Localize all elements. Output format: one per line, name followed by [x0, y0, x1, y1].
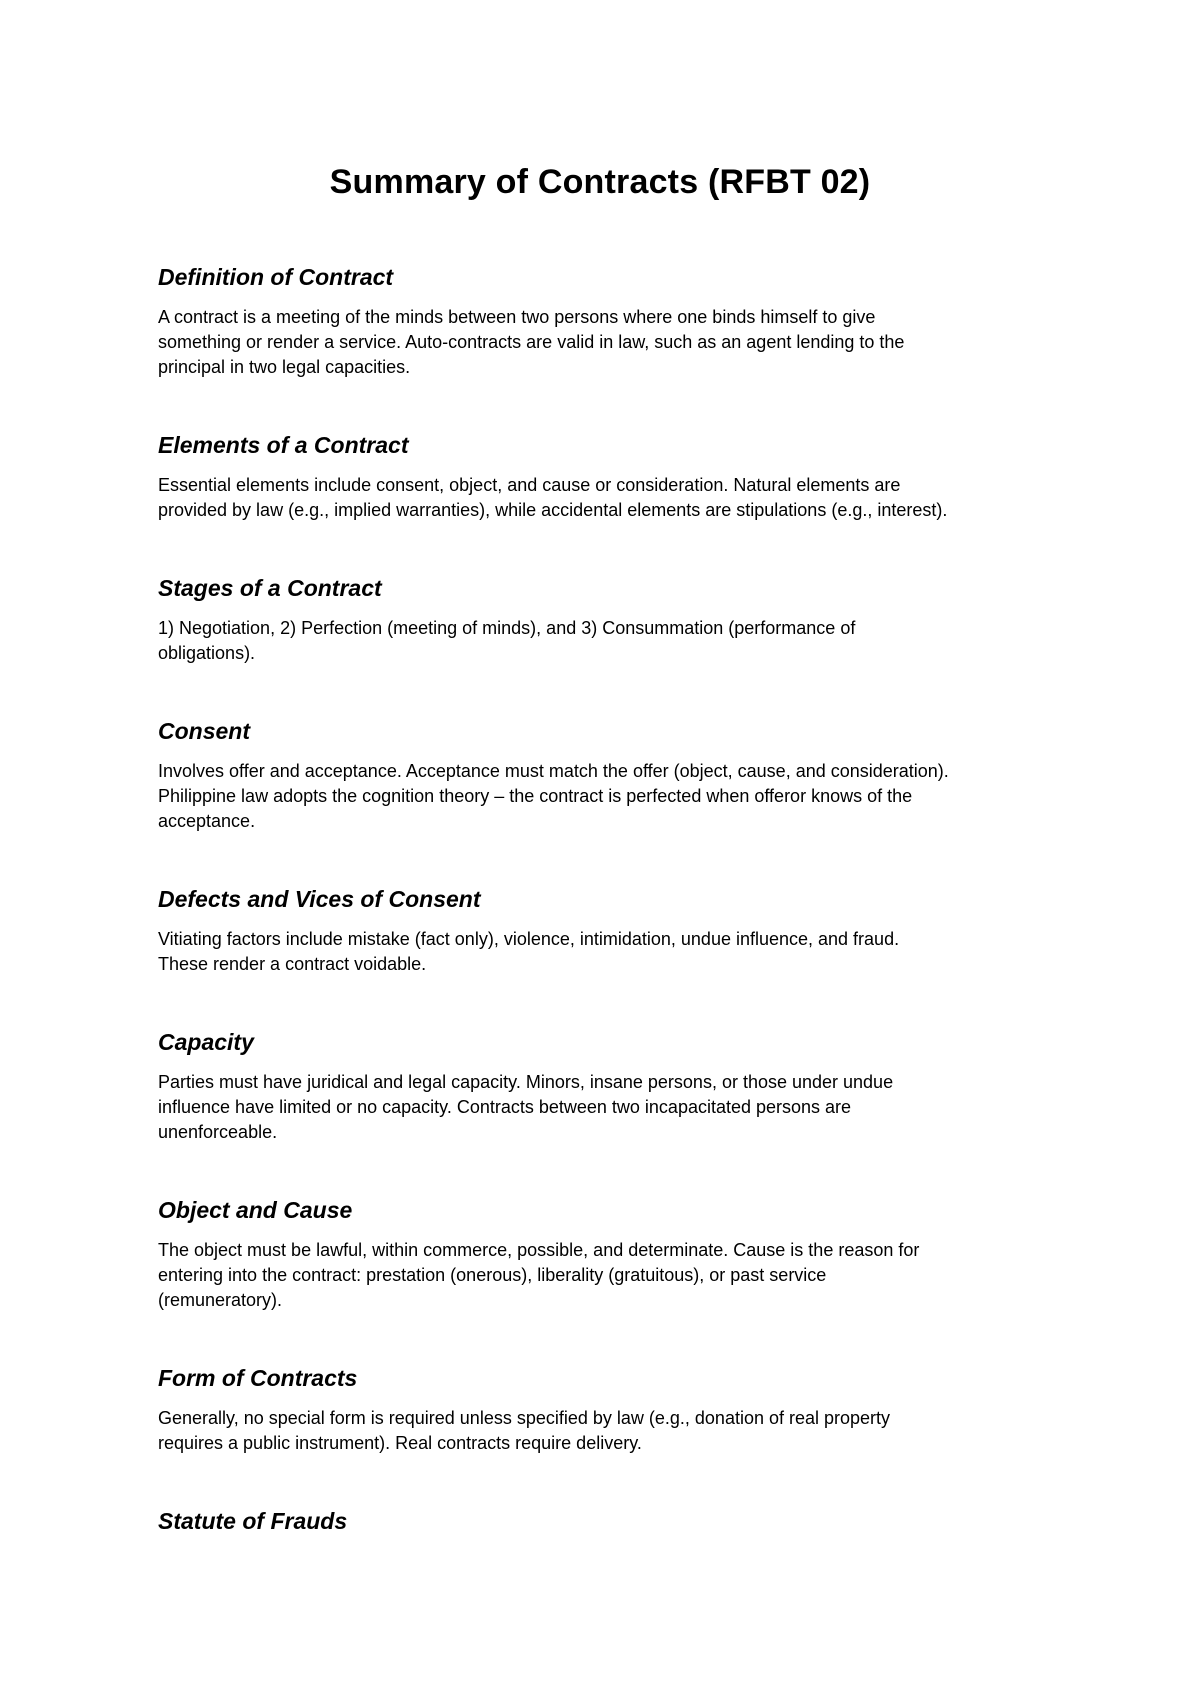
- section-heading: Form of Contracts: [158, 1365, 358, 1391]
- section-body: Essential elements include consent, object, and cause or consideration. Natural elements are provided by law (e.g., implied warranties), while accidental elements are stipulations (e.g., interest).: [158, 475, 948, 520]
- section-heading: Statute of Frauds: [158, 1508, 348, 1534]
- section-heading: Capacity: [158, 1029, 254, 1055]
- document-content: [158, 262, 1058, 1586]
- section-definition-of-contract: [158, 262, 1058, 380]
- section-heading: Consent: [158, 718, 250, 744]
- document-title: Summary of Contracts (RFBT 02): [329, 163, 871, 201]
- section-elements-of-a-contract: [158, 430, 1058, 523]
- section-stages-of-a-contract: [158, 573, 1058, 666]
- section-body: Vitiating factors include mistake (fact only), violence, intimidation, undue influence, and fraud. These render a contract voidable.: [158, 929, 900, 974]
- section-capacity: [158, 1027, 1058, 1145]
- section-body: Involves offer and acceptance. Acceptance must match the offer (object, cause, and consideration). Philippine law adopts the cognition theory – the contract is perfected when offeror knows of the acceptance.: [158, 761, 949, 831]
- section-object-and-cause: [158, 1195, 1058, 1313]
- section-body: The object must be lawful, within commerce, possible, and determinate. Cause is the reason for entering into the contract: prestation (onerous), liberality (gratuitous), or past service (remuneratory).: [158, 1240, 920, 1310]
- section-consent: [158, 716, 1058, 834]
- section-heading: Elements of a Contract: [158, 432, 409, 458]
- section-body: Generally, no special form is required unless specified by law (e.g., donation of real property requires a public instrument). Real contracts require delivery.: [158, 1408, 891, 1453]
- section-body: Parties must have juridical and legal capacity. Minors, insane persons, or those under undue influence have limited or no capacity. Contracts between two incapacitated persons are unenforceable.: [158, 1072, 894, 1142]
- section-body: 1) Negotiation, 2) Perfection (meeting of minds), and 3) Consummation (performance of obligations).: [158, 618, 856, 663]
- section-body: A contract is a meeting of the minds between two persons where one binds himself to give something or render a service. Auto-contracts are valid in law, such as an agent lending to the principal in two legal capacities.: [158, 307, 905, 377]
- section-heading: Definition of Contract: [158, 264, 394, 290]
- section-heading: Defects and Vices of Consent: [158, 886, 481, 912]
- section-defects-and-vices-of-consent: [158, 884, 1058, 977]
- section-form-of-contracts: [158, 1363, 1058, 1456]
- section-heading: Stages of a Contract: [158, 575, 382, 601]
- section-statute-of-frauds: [158, 1506, 1058, 1536]
- section-heading: Object and Cause: [158, 1197, 353, 1223]
